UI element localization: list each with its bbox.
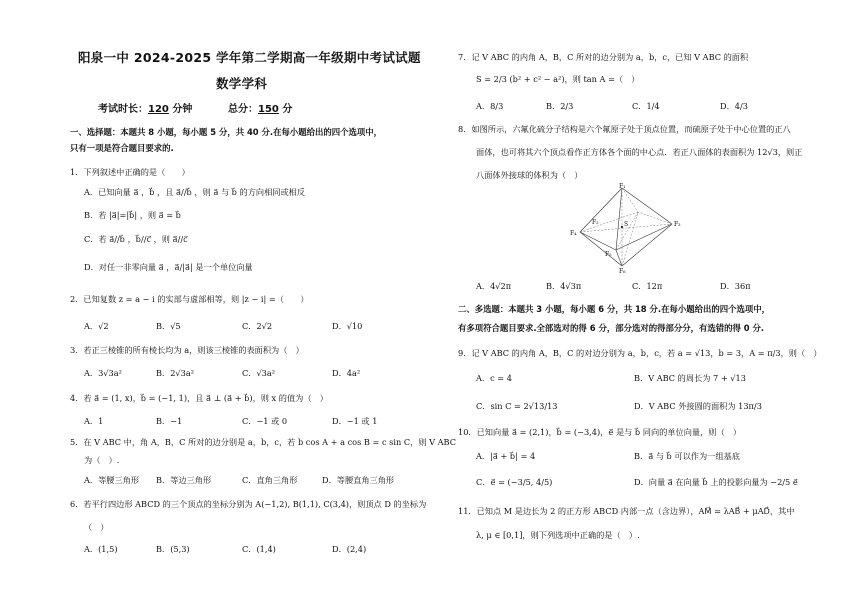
score-unit: 分 xyxy=(282,104,293,115)
q3-option-b: B．2√3a² xyxy=(156,368,195,378)
edge xyxy=(622,224,672,266)
q10-option-c: C．e⃗ = (−3/5, 4/5) xyxy=(476,477,553,487)
q5-option-c: C．直角三角形 xyxy=(242,475,298,485)
q9-stem: 9．记 V ABC 的内角 A，B，C 的对边分别为 a，b，c，若 a = √13，b = 3，A = π/3，则（ ） xyxy=(458,348,822,358)
q4-option-a: A．1 xyxy=(84,416,104,426)
q3-option-a: A．3√3a² xyxy=(84,368,122,378)
q1-stem: 1．下列叙述中正确的是（ ） xyxy=(70,167,190,177)
edge xyxy=(580,232,616,250)
q8-stem-cont2: 八面体外接球的体积为（ ） xyxy=(476,170,583,180)
q4-option-c: C．−1 或 0 xyxy=(242,416,288,426)
q6-stem-cont: （ ） xyxy=(84,522,109,532)
q6-option-d: D．(2,4) xyxy=(332,544,367,554)
q1-option-c: C．若 a⃗//b⃗ ，b⃗//c⃗ ，则 a⃗//c⃗ xyxy=(84,234,188,244)
q10-stem: 10．已知向量 a⃗ = (2,1)，b⃗ = (−3,4)，e⃗ 是与 b⃗ 同向的单位向量，则（ ） xyxy=(458,427,742,437)
hidden-edge xyxy=(580,212,638,232)
q5-option-d: D．等腰直角三角形 xyxy=(322,475,395,485)
q2-option-d: D．√10 xyxy=(332,321,363,331)
q6-option-b: B．(5,3) xyxy=(156,544,190,554)
hidden-edge xyxy=(622,188,638,212)
exam-time xyxy=(98,104,192,115)
q2-stem: 2．已知复数 z = a − i 的实部与虚部相等，则 |z − i| =（ ） xyxy=(70,294,309,304)
q9-option-c: C．sin C = 2√13/13 xyxy=(476,401,558,411)
q4-option-b: B．−1 xyxy=(156,416,183,426)
label-f4: F₄ xyxy=(570,230,577,237)
q7-option-c: C．1/4 xyxy=(632,101,660,111)
edge xyxy=(580,188,622,232)
q11-stem: 11．已知点 M 是边长为 2 的正方形 ABCD 内部一点（含边界），AM⃗ = λAB⃗ + μAD⃗，其中 xyxy=(458,506,795,516)
q6-option-a: A．(1,5) xyxy=(84,544,118,554)
score-label: 总分： xyxy=(228,104,258,115)
q2-option-b: B．√5 xyxy=(156,321,181,331)
q4-option-d: D．−1 或 1 xyxy=(332,416,378,426)
q1-option-b: B．若 |a⃗|=|b⃗| ，则 a⃗ = b⃗ xyxy=(84,210,181,220)
label-f5: F₅ xyxy=(605,251,612,258)
q2-option-c: C．2√2 xyxy=(242,321,273,331)
exam-title: 阳泉一中 2024-2025 学年第二学期高一年级期中考试试题 xyxy=(78,50,421,65)
q5-stem-cont: 为（ ）. xyxy=(84,455,120,465)
q8-option-c: C．12π xyxy=(632,281,663,291)
q7-option-b: B．2/3 xyxy=(546,101,574,111)
time-value: 120 xyxy=(148,104,169,115)
q8-option-b: B．4√3π xyxy=(546,281,582,291)
q3-option-d: D．4a² xyxy=(332,368,361,378)
edge xyxy=(580,232,622,266)
exam-score xyxy=(228,104,292,115)
section2-line2: 有多项符合题目要求.全部选对的得 6 分，部分选对的得部分分，有选错的得 0 分. xyxy=(458,323,765,333)
q9-option-d: D．V ABC 外接圆的面积为 13π/3 xyxy=(634,401,762,411)
center-point xyxy=(621,226,623,228)
q10-option-a: A．|a⃗ + b⃗| = 4 xyxy=(476,451,536,461)
q10-option-d: D．向量 a⃗ 在向量 b⃗ 上的投影向量为 −2/5 e⃗ xyxy=(634,477,798,487)
label-f3: F₃ xyxy=(674,221,681,228)
edge xyxy=(622,188,672,224)
hidden-edge xyxy=(638,212,672,224)
q5-option-b: B．等边三角形 xyxy=(156,475,212,485)
q7-option-a: A．8/3 xyxy=(476,101,504,111)
exam-subject: 数学学科 xyxy=(216,76,268,91)
q1-option-a: A．已知向量 a⃗ ，b⃗ ，且 a⃗//b⃗ ，则 a⃗ 与 b⃗ 的方向相同或相反 xyxy=(84,187,306,197)
q6-stem: 6．若平行四边形 ABCD 的三个顶点的坐标分别为 A(−1,2), B(1,1), C(3,4)，则顶点 D 的坐标为 xyxy=(70,499,427,509)
octahedron-figure xyxy=(570,182,690,274)
q1-option-d: D．对任一非零向量 a⃗ ，a⃗/|a⃗| 是一个单位向量 xyxy=(84,262,253,272)
q2-option-a: A．√2 xyxy=(84,321,109,331)
q7-stem: 7．记 V ABC 的内角 A，B，C 所对的边分别为 a，b，c，已知 V ABC 的面积 xyxy=(458,52,749,62)
q10-option-b: B．a⃗ 与 b⃗ 可以作为一组基底 xyxy=(634,451,740,461)
q5-option-a: A．等腰三角形 xyxy=(84,475,140,485)
q4-stem: 4．若 a⃗ = (1, x)，b⃗ = (−1, 1)，且 a⃗ ⊥ (a⃗ + b⃗)，则 x 的值为（ ） xyxy=(70,393,328,403)
q7-stem-cont: S = 2/3 (b² + c² − a²)，则 tan A =（ ） xyxy=(476,74,640,84)
q8-stem: 8．如图所示，六氟化硫分子结构是六个氟原子处于顶点位置，而硫原子处于中心位置的正八 xyxy=(458,124,791,134)
q8-option-d: D．36π xyxy=(720,281,751,291)
q8-option-a: A．4√2π xyxy=(476,281,512,291)
q9-option-a: A．c = 4 xyxy=(476,373,512,383)
label-f2: F₂ xyxy=(592,219,599,226)
time-label: 考试时长： xyxy=(98,104,148,115)
q8-stem-cont: 面体，也可将其六个顶点看作正方体各个面的中心点．若正八面体的表面积为 12√3，则正 xyxy=(476,147,803,157)
q9-option-b: B．V ABC 的周长为 7 + √13 xyxy=(634,373,746,383)
section2-line1: 二、多选题：本题共 3 小题，每小题 6 分，共 18 分.在每小题给出的四个选项中， xyxy=(458,304,770,314)
q5-stem: 5．在 V ABC 中，角 A，B，C 所对的边分别是 a，b，c，若 b cos A + a cos B = c sin C，则 V ABC xyxy=(70,437,456,447)
section1-line1: 一、选择题：本题共 8 小题，每小题 5 分，共 40 分.在每小题给出的四个选项中， xyxy=(70,127,382,137)
q3-stem: 3．若正三棱锥的所有棱长均为 a，则该三棱锥的表面积为（ ） xyxy=(70,345,304,355)
score-value: 150 xyxy=(258,104,279,115)
label-f1: F₁ xyxy=(619,183,626,190)
label-s: S xyxy=(624,221,629,228)
section1-line2: 只有一项是符合题目要求的. xyxy=(70,143,174,153)
time-unit: 分钟 xyxy=(172,104,193,115)
q7-option-d: D．4/3 xyxy=(720,101,748,111)
q11-stem-cont: λ, μ ∈ [0,1]，则下列选项中正确的是（ ）. xyxy=(476,530,640,540)
label-f6: F₆ xyxy=(619,268,626,274)
q6-option-c: C．(1,4) xyxy=(242,544,276,554)
q3-option-c: C．√3a² xyxy=(242,368,276,378)
